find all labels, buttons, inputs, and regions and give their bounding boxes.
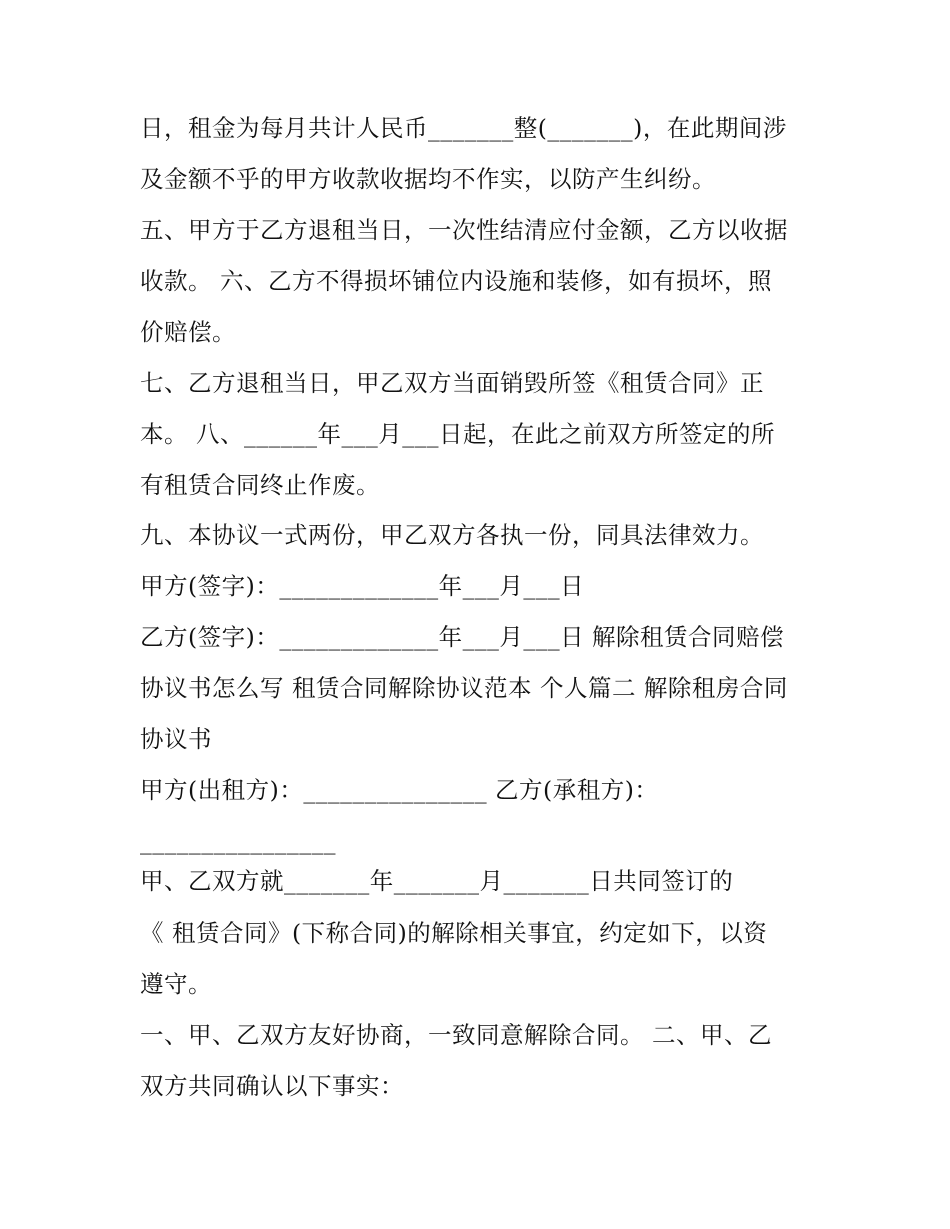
text-line: 甲、乙双方就_______年_______月_______日共同签订的 [140, 867, 734, 895]
signature-line-party-a: 甲方(签字)：_____________年___月___日 [140, 572, 585, 600]
parties-line: 甲方(出租方)：_______________ 乙方(承租方)： [140, 776, 659, 804]
text-line: 日，租金为每月共计人民币_______整(_______)，在此期间涉 [140, 114, 787, 142]
text-line: 本。 八、______年___月___日起，在此之前双方所签定的所 [140, 420, 775, 448]
text-line: 遵守。 [140, 970, 212, 998]
blank-line: ________________ [140, 827, 336, 855]
text-line: 五、甲方于乙方退租当日，一次性结清应付金额，乙方以收据 [140, 216, 788, 244]
text-line: 收款。 六、乙方不得损坏铺位内设施和装修，如有损坏，照 [140, 267, 772, 295]
text-line: 协议书怎么写 租赁合同解除协议范本 个人篇二 解除租房合同 [140, 674, 788, 702]
text-line: 九、本协议一式两份，甲乙双方各执一份，同具法律效力。 [140, 521, 764, 549]
text-line: 一、甲、乙双方友好协商，一致同意解除合同。 二、甲、乙 [140, 1021, 772, 1049]
text-line: 协议书 [140, 725, 212, 753]
signature-line-party-b: 乙方(签字)：_____________年___月___日 解除租赁合同赔偿 [140, 623, 785, 651]
text-line: 及金额不乎的甲方收款收据均不作实，以防产生纠纷。 [140, 165, 716, 193]
text-line: 双方共同确认以下事实： [140, 1072, 404, 1100]
text-line: 《 租赁合同》(下称合同)的解除相关事宜，约定如下，以资 [140, 919, 768, 947]
text-line: 价赔偿。 [140, 318, 236, 346]
text-line: 有租赁合同终止作废。 [140, 471, 380, 499]
text-line: 七、乙方退租当日，甲乙双方当面销毁所签《租赁合同》正 [140, 369, 764, 397]
